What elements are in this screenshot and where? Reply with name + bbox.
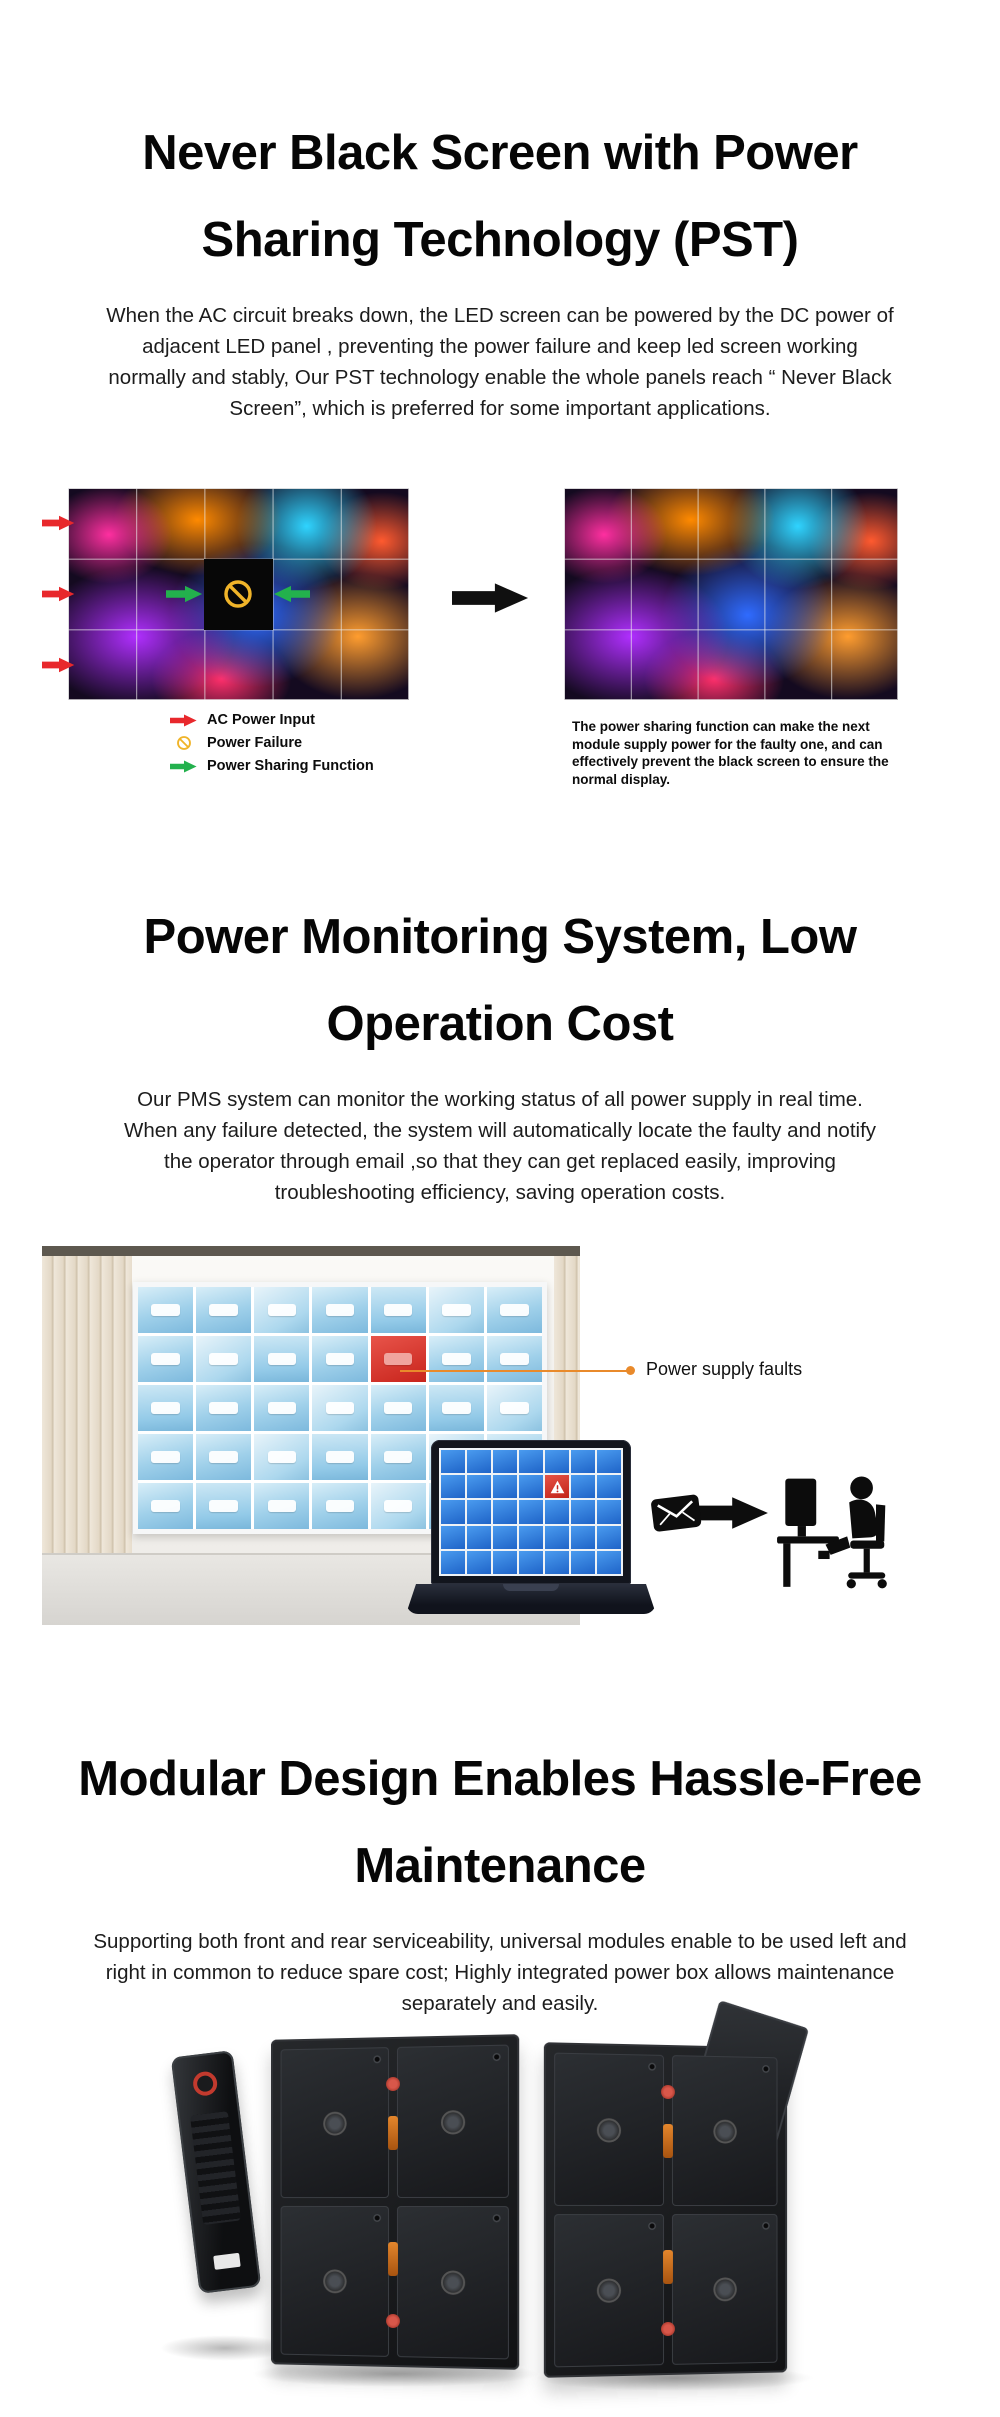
pst-diagram [0,488,1000,788]
legend-item-power-sharing [170,758,374,774]
legend-label: Power Sharing Function [207,758,374,774]
power-box-connector [192,2070,219,2097]
power-failure-icon [222,578,254,610]
ac-power-arrow-icon [170,713,198,728]
led-wall-normal-image [564,488,898,700]
legend-item-ac-power [170,712,374,728]
modular-title [0,1736,1000,1910]
pst-title-line2: Sharing Technology (PST) [201,213,799,267]
laptop-base [406,1584,656,1614]
transition-arrow-icon [452,580,530,616]
laptop-screen [431,1440,631,1584]
ceiling-strip [42,1246,580,1256]
pst-legend [170,712,374,781]
pms-diagram [0,1246,1000,1630]
pms-title [0,894,1000,1068]
legend-item-power-failure [170,735,374,751]
panel-latch [663,2124,673,2158]
power-sharing-arrow-right-icon [272,584,310,604]
fault-label: Power supply faults [646,1359,803,1379]
section-pms [0,894,1000,1630]
fault-pointer-line [400,1370,630,1372]
modular-title-line1: Modular Design Enables Hassle-Free [78,1752,922,1806]
legend-label: Power Failure [207,735,303,751]
power-box-label [213,2253,241,2270]
panel-module [554,2053,663,2206]
section-modular [0,1736,1000,2387]
panel-knob [386,2076,400,2090]
pst-title-line1: Never Black Screen with Power [142,126,858,180]
panel-module [397,2206,509,2359]
ac-power-arrow-icon [42,585,76,603]
power-failure-icon [176,735,192,751]
panel-latch [663,2250,673,2284]
pms-title-line2: Operation Cost [326,997,674,1051]
panel-modules [281,2045,509,2360]
power-box-vents [190,2111,241,2225]
led-panel-right-image [544,2042,787,2378]
laptop-screen-grid [439,1448,623,1576]
ac-power-arrow-icon [42,656,76,674]
panel-module [281,2047,389,2198]
pst-paragraph: When the AC circuit breaks down, the LED screen can be powered by the DC power of adjacent LED panel , preventing the power failure and keep led screen working normally and stably, Our PST technology enable the whole panels reach “ Never Black Screen”, which is preferred for some important applications. [106,304,894,420]
section-pst [0,110,1000,788]
modular-visual [0,2035,1000,2387]
operator-at-desk-icon [775,1458,909,1592]
panel-module [554,2214,663,2367]
power-box-image [171,2050,262,2294]
wood-wall-left [42,1256,132,1559]
email-icon [648,1487,705,1537]
panel-knob [661,2322,675,2336]
led-grid-lines [564,488,898,700]
pms-paragraph: Our PMS system can monitor the working status of all power supply in real time. When any failure detected, the system will automatically locate the faulty and notify the operator through email ,so that they can get replaced easily, improving troubleshooting efficiency, saving operation costs. [123,1088,877,1204]
fault-pointer-dot [626,1366,635,1375]
panel-latch [388,2116,398,2150]
power-sharing-arrow-icon [170,759,198,774]
panel-module [397,2045,509,2198]
panel-module [281,2206,389,2357]
power-sharing-arrow-left-icon [166,584,204,604]
pst-title [0,110,1000,284]
warning-triangle-icon [550,1480,565,1494]
panel-modules [554,2053,777,2368]
modular-paragraph: Supporting both front and rear serviceability, universal modules enable to be used left and right in common to reduce spare cost; Highly integrated power box allows maintenance separately and easily. [93,1930,907,2015]
panel-latch [388,2242,398,2276]
pms-title-line1: Power Monitoring System, Low [143,910,857,964]
panel-module [671,2214,777,2365]
pst-caption: The power sharing function can make the next module supply power for the faulty one, and can effectively prevent the black screen to ensure the normal display. [572,719,889,787]
led-wall-failure-image [68,488,409,700]
led-panel-left-image [271,2034,519,2370]
legend-label: AC Power Input [207,712,315,728]
ac-power-arrow-icon [42,514,76,532]
failed-module-cell [204,559,272,630]
modular-title-line2: Maintenance [354,1839,646,1893]
monitoring-laptop [406,1440,656,1614]
panel-knob [661,2084,675,2098]
panel-module [671,2055,777,2206]
